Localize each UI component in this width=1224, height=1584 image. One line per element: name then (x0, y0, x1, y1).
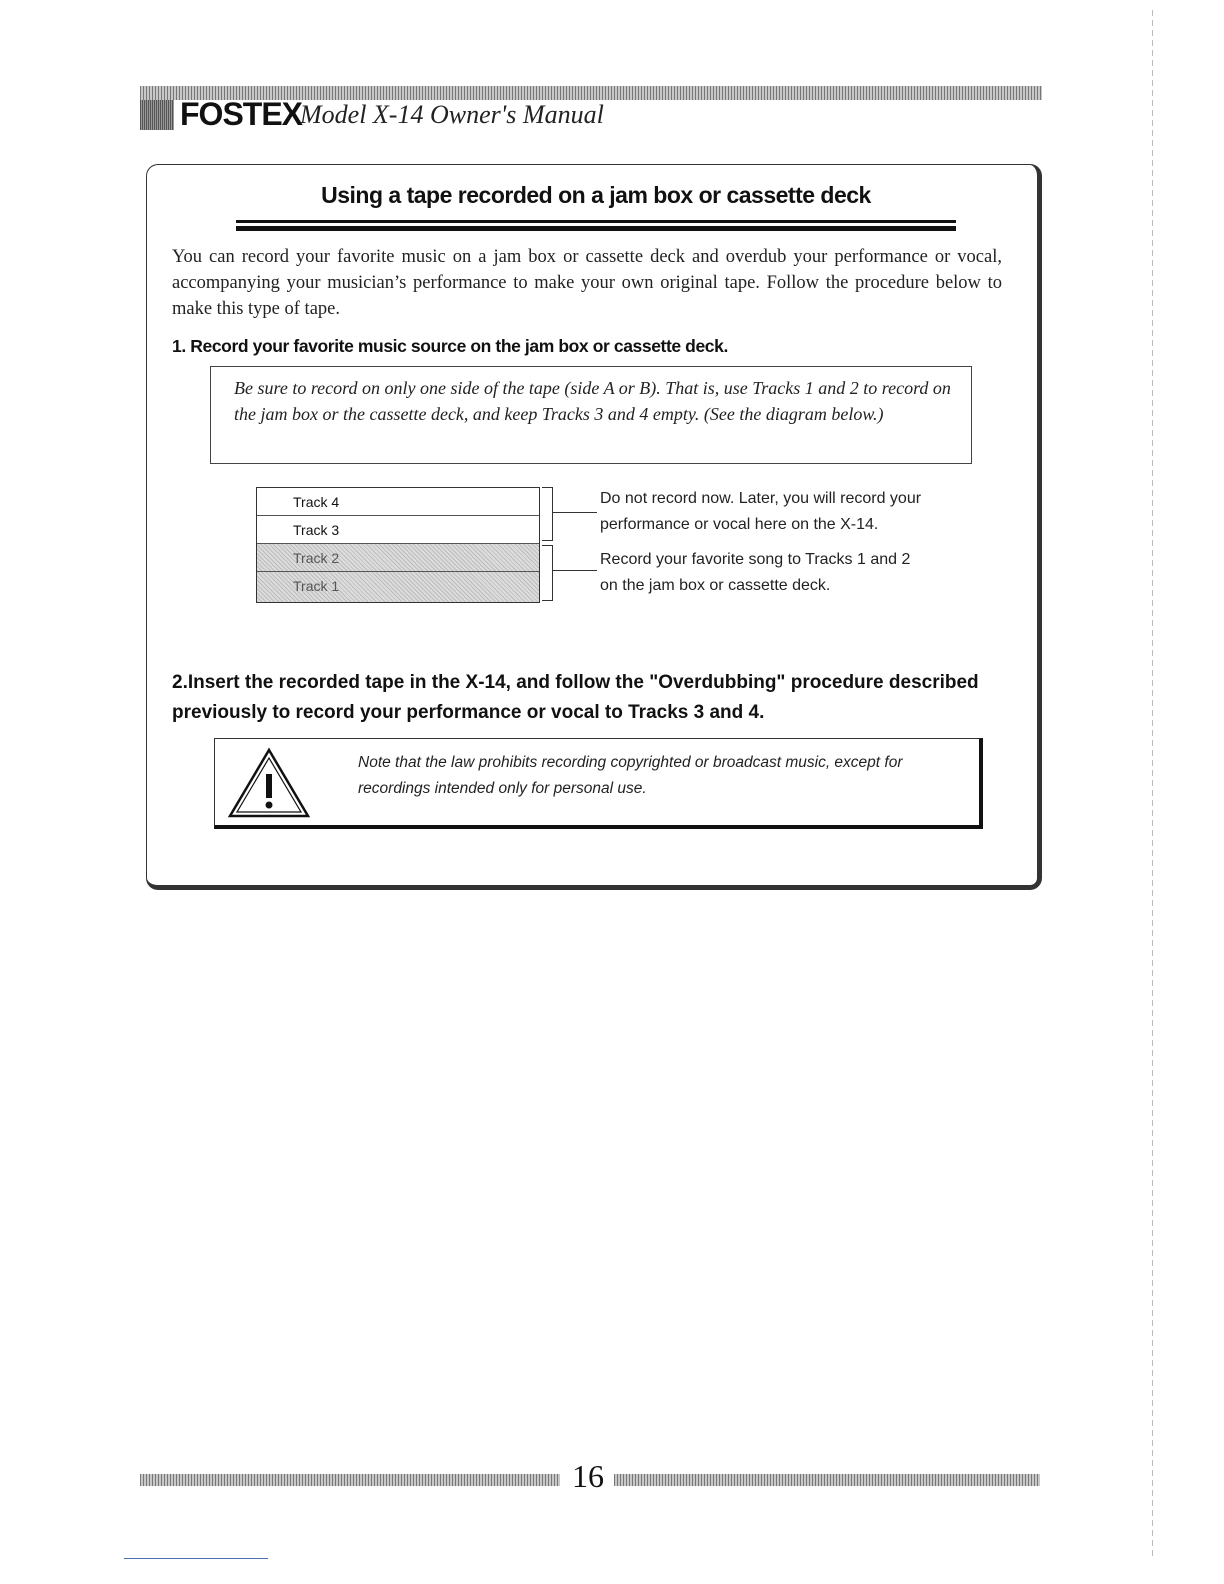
upper-bracket (542, 487, 553, 541)
track-diagram (256, 487, 540, 603)
manual-title: Model X-14 Owner's Manual (300, 100, 604, 129)
track-row-shaded: Track 2 (257, 544, 539, 572)
step-2-heading: 2.Insert the recorded tape in the X-14, and follow the "Overdubbing" procedure described previously to record your performance or vocal to Tracks 3 and 4. (172, 672, 979, 723)
lower-tracks-description: Record your favorite song to Tracks 1 and 2 on the jam box or cassette deck. (600, 551, 911, 594)
section-title: Using a tape recorded on a jam box or cassette deck (321, 182, 871, 208)
step-1-heading: 1. Record your favorite music source on the jam box or cassette deck. (172, 336, 728, 356)
scan-edge-line (124, 1558, 268, 1559)
track-row-shaded: Track 1 (257, 572, 539, 602)
brand-logo: FOSTEX (180, 96, 303, 132)
step-1-note-text: Be sure to record on only one side of the tape (side A or B). That is, use Tracks 1 and 2 to record on the jam box or the cassette deck, and keep Tracks 3 and 4 empty. (See the diagram below.) (234, 378, 951, 424)
track-row: Track 4 (257, 488, 539, 516)
lower-bracket (542, 545, 553, 601)
lower-leader-line (553, 570, 597, 571)
header-marker (140, 100, 174, 130)
warning-triangle-icon (226, 746, 312, 820)
footer-rule-right (614, 1474, 1040, 1486)
intro-paragraph: You can record your favorite music on a jam box or cassette deck and overdub your performance or vocal, accompanying your musician’s performance to make your own original tape. Follow the procedure below to make this type of tape. (172, 247, 1002, 319)
warning-text: Note that the law prohibits recording copyrighted or broadcast music, except for recordings intended only for personal use. (358, 754, 903, 797)
title-underline (236, 220, 956, 223)
title-underline-thick (236, 226, 956, 231)
page-number: 16 (572, 1458, 604, 1494)
track-row: Track 3 (257, 516, 539, 544)
scan-margin-line (1152, 10, 1153, 1560)
upper-leader-line (553, 512, 597, 513)
footer-rule-left (140, 1474, 560, 1486)
upper-tracks-description: Do not record now. Later, you will record your performance or vocal here on the X-14. (600, 490, 922, 533)
